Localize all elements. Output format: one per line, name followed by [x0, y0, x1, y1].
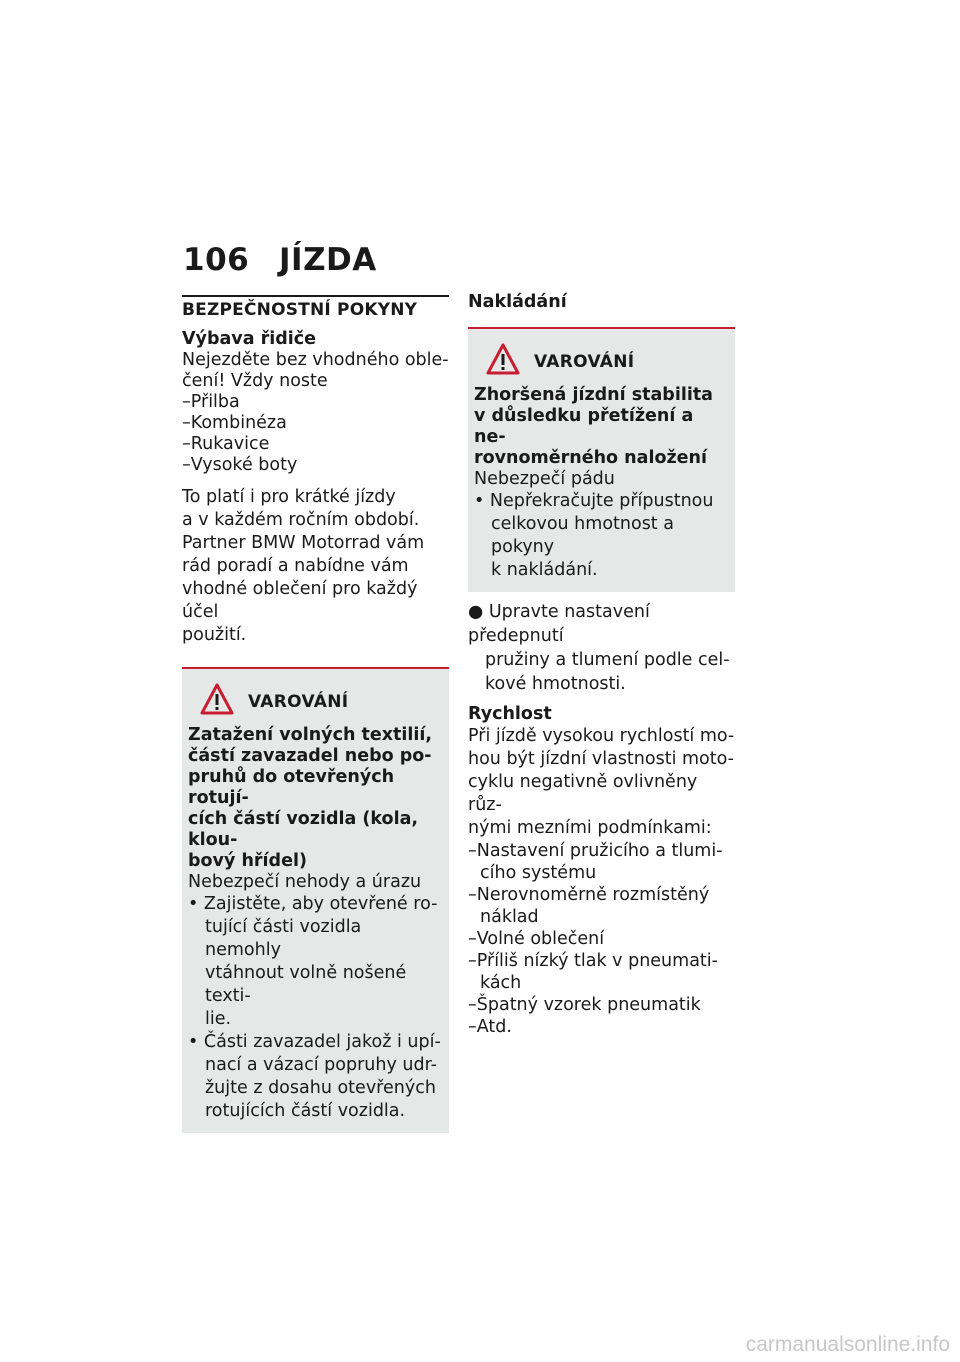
- warning-bullet: [474, 490, 727, 582]
- text-line: Partner BMW Motorrad vám: [182, 533, 425, 553]
- list-item: [468, 840, 735, 884]
- list-item: [468, 928, 735, 950]
- text-line: kové hmotnosti.: [485, 674, 626, 694]
- text-line: lie.: [205, 1009, 232, 1029]
- warning-title: [188, 725, 441, 872]
- text-line: nými mezními podmínkami:: [468, 818, 712, 838]
- text-line: kách: [480, 973, 522, 993]
- text-line: čení! Vždy noste: [182, 371, 328, 391]
- text-line: částí zavazadel nebo po-: [188, 746, 432, 766]
- text-line: rád poradí a nabídne vám: [182, 556, 409, 576]
- text-line: rovnoměrného naložení: [474, 448, 707, 468]
- warning-danger: Nebezpečí nehody a úrazu: [188, 872, 422, 892]
- watermark-link[interactable]: carmanualsonline.info: [745, 1333, 950, 1356]
- text-line: –Nerovnoměrně rozmístěný: [468, 885, 710, 905]
- text-line: celkovou hmotnost a pokyny: [491, 514, 674, 557]
- subheading-loading: Nakládání: [468, 292, 567, 312]
- section-title: BEZPEČNOSTNÍ POKYNY: [182, 295, 449, 321]
- text-line: žujte z dosahu otevřených: [205, 1078, 436, 1098]
- text-line: použití.: [182, 625, 247, 645]
- warning-triangle-icon: [486, 343, 520, 375]
- text-line: vtáhnout volně nošené texti-: [205, 963, 407, 1006]
- warning-bullet: [188, 1031, 441, 1123]
- text-line: bový hřídel): [188, 851, 307, 871]
- list-item: –Vysoké boty: [182, 455, 298, 475]
- instruction-step: [468, 600, 735, 696]
- list-item: –Přilba: [182, 392, 240, 412]
- text-line: tující části vozidla nemohly: [205, 917, 362, 960]
- text-line: Zhoršená jízdní stabilita: [474, 385, 713, 405]
- text-line: –Volné oblečení: [468, 929, 605, 949]
- text-line: Nejezděte bez vhodného oble-: [182, 350, 449, 370]
- text-line: cího systému: [480, 863, 597, 883]
- text-line: ● Upravte nastavení předepnutí: [468, 602, 650, 646]
- speed-paragraph: [468, 725, 735, 840]
- text-line: vhodné oblečení pro každý účel: [182, 579, 418, 622]
- warning-body: [474, 385, 727, 582]
- list-item: –Rukavice: [182, 434, 270, 454]
- subheading-speed: Rychlost: [468, 704, 552, 724]
- subheading-rider-equipment: Výbava řidiče: [182, 329, 316, 349]
- list-item: [468, 1016, 735, 1038]
- text-line: hou být jízdní vlastnosti moto-: [468, 749, 734, 769]
- page-header: [183, 242, 377, 278]
- text-line: –Příliš nízký tlak v pneumati-: [468, 951, 718, 971]
- text-line: k nakládání.: [491, 560, 598, 580]
- left-column: [182, 295, 449, 1133]
- equipment-list: [182, 392, 449, 476]
- text-line: • Části zavazadel jakož i upí-: [188, 1032, 441, 1052]
- right-column: [468, 292, 735, 1038]
- text-line: To platí i pro krátké jízdy: [182, 487, 396, 507]
- warning-title: [474, 385, 727, 469]
- warning-header: [188, 679, 441, 719]
- text-line: a v každém ročním období.: [182, 510, 420, 530]
- text-line: cích částí vozidla (kola, klou-: [188, 809, 419, 850]
- warning-triangle-icon: [200, 683, 234, 715]
- page-number: 106: [183, 242, 250, 278]
- warning-danger: Nebezpečí pádu: [474, 469, 615, 489]
- text-line: cyklu negativně ovlivněny růz-: [468, 772, 698, 815]
- text-line: –Atd.: [468, 1017, 512, 1037]
- text-line: náklad: [480, 907, 539, 927]
- list-item: [468, 950, 735, 994]
- text-line: v důsledku přetížení a ne-: [474, 406, 694, 447]
- intro-text: [182, 350, 449, 392]
- warning-box: [182, 667, 449, 1133]
- text-line: • Zajistěte, aby otevřené ro-: [188, 894, 438, 914]
- text-line: –Nastavení pružicího a tlumi-: [468, 841, 723, 861]
- text-line: pružiny a tlumení podle cel-: [485, 650, 730, 670]
- warning-body: [188, 725, 441, 1123]
- text-line: –Špatný vzorek pneumatik: [468, 995, 701, 1015]
- list-item: [468, 994, 735, 1016]
- text-line: nací a vázací popruhy udr-: [205, 1055, 437, 1075]
- list-item: –Kombinéza: [182, 413, 287, 433]
- text-line: rotujících částí vozidla.: [205, 1101, 406, 1121]
- warning-box: [468, 327, 735, 592]
- warning-label: VAROVÁNÍ: [534, 351, 635, 372]
- chapter-title: JÍZDA: [279, 242, 377, 278]
- text-line: Zatažení volných textilií,: [188, 725, 433, 745]
- advice-paragraph: [182, 486, 449, 647]
- list-item: [468, 884, 735, 928]
- warning-bullet: [188, 893, 441, 1031]
- text-line: pruhů do otevřených rotují-: [188, 767, 395, 808]
- warning-header: [474, 339, 727, 379]
- conditions-list: [468, 840, 735, 1038]
- warning-label: VAROVÁNÍ: [248, 691, 349, 712]
- text-line: Při jízdě vysokou rychlostí mo-: [468, 726, 735, 746]
- text-line: • Nepřekračujte přípustnou: [474, 491, 714, 511]
